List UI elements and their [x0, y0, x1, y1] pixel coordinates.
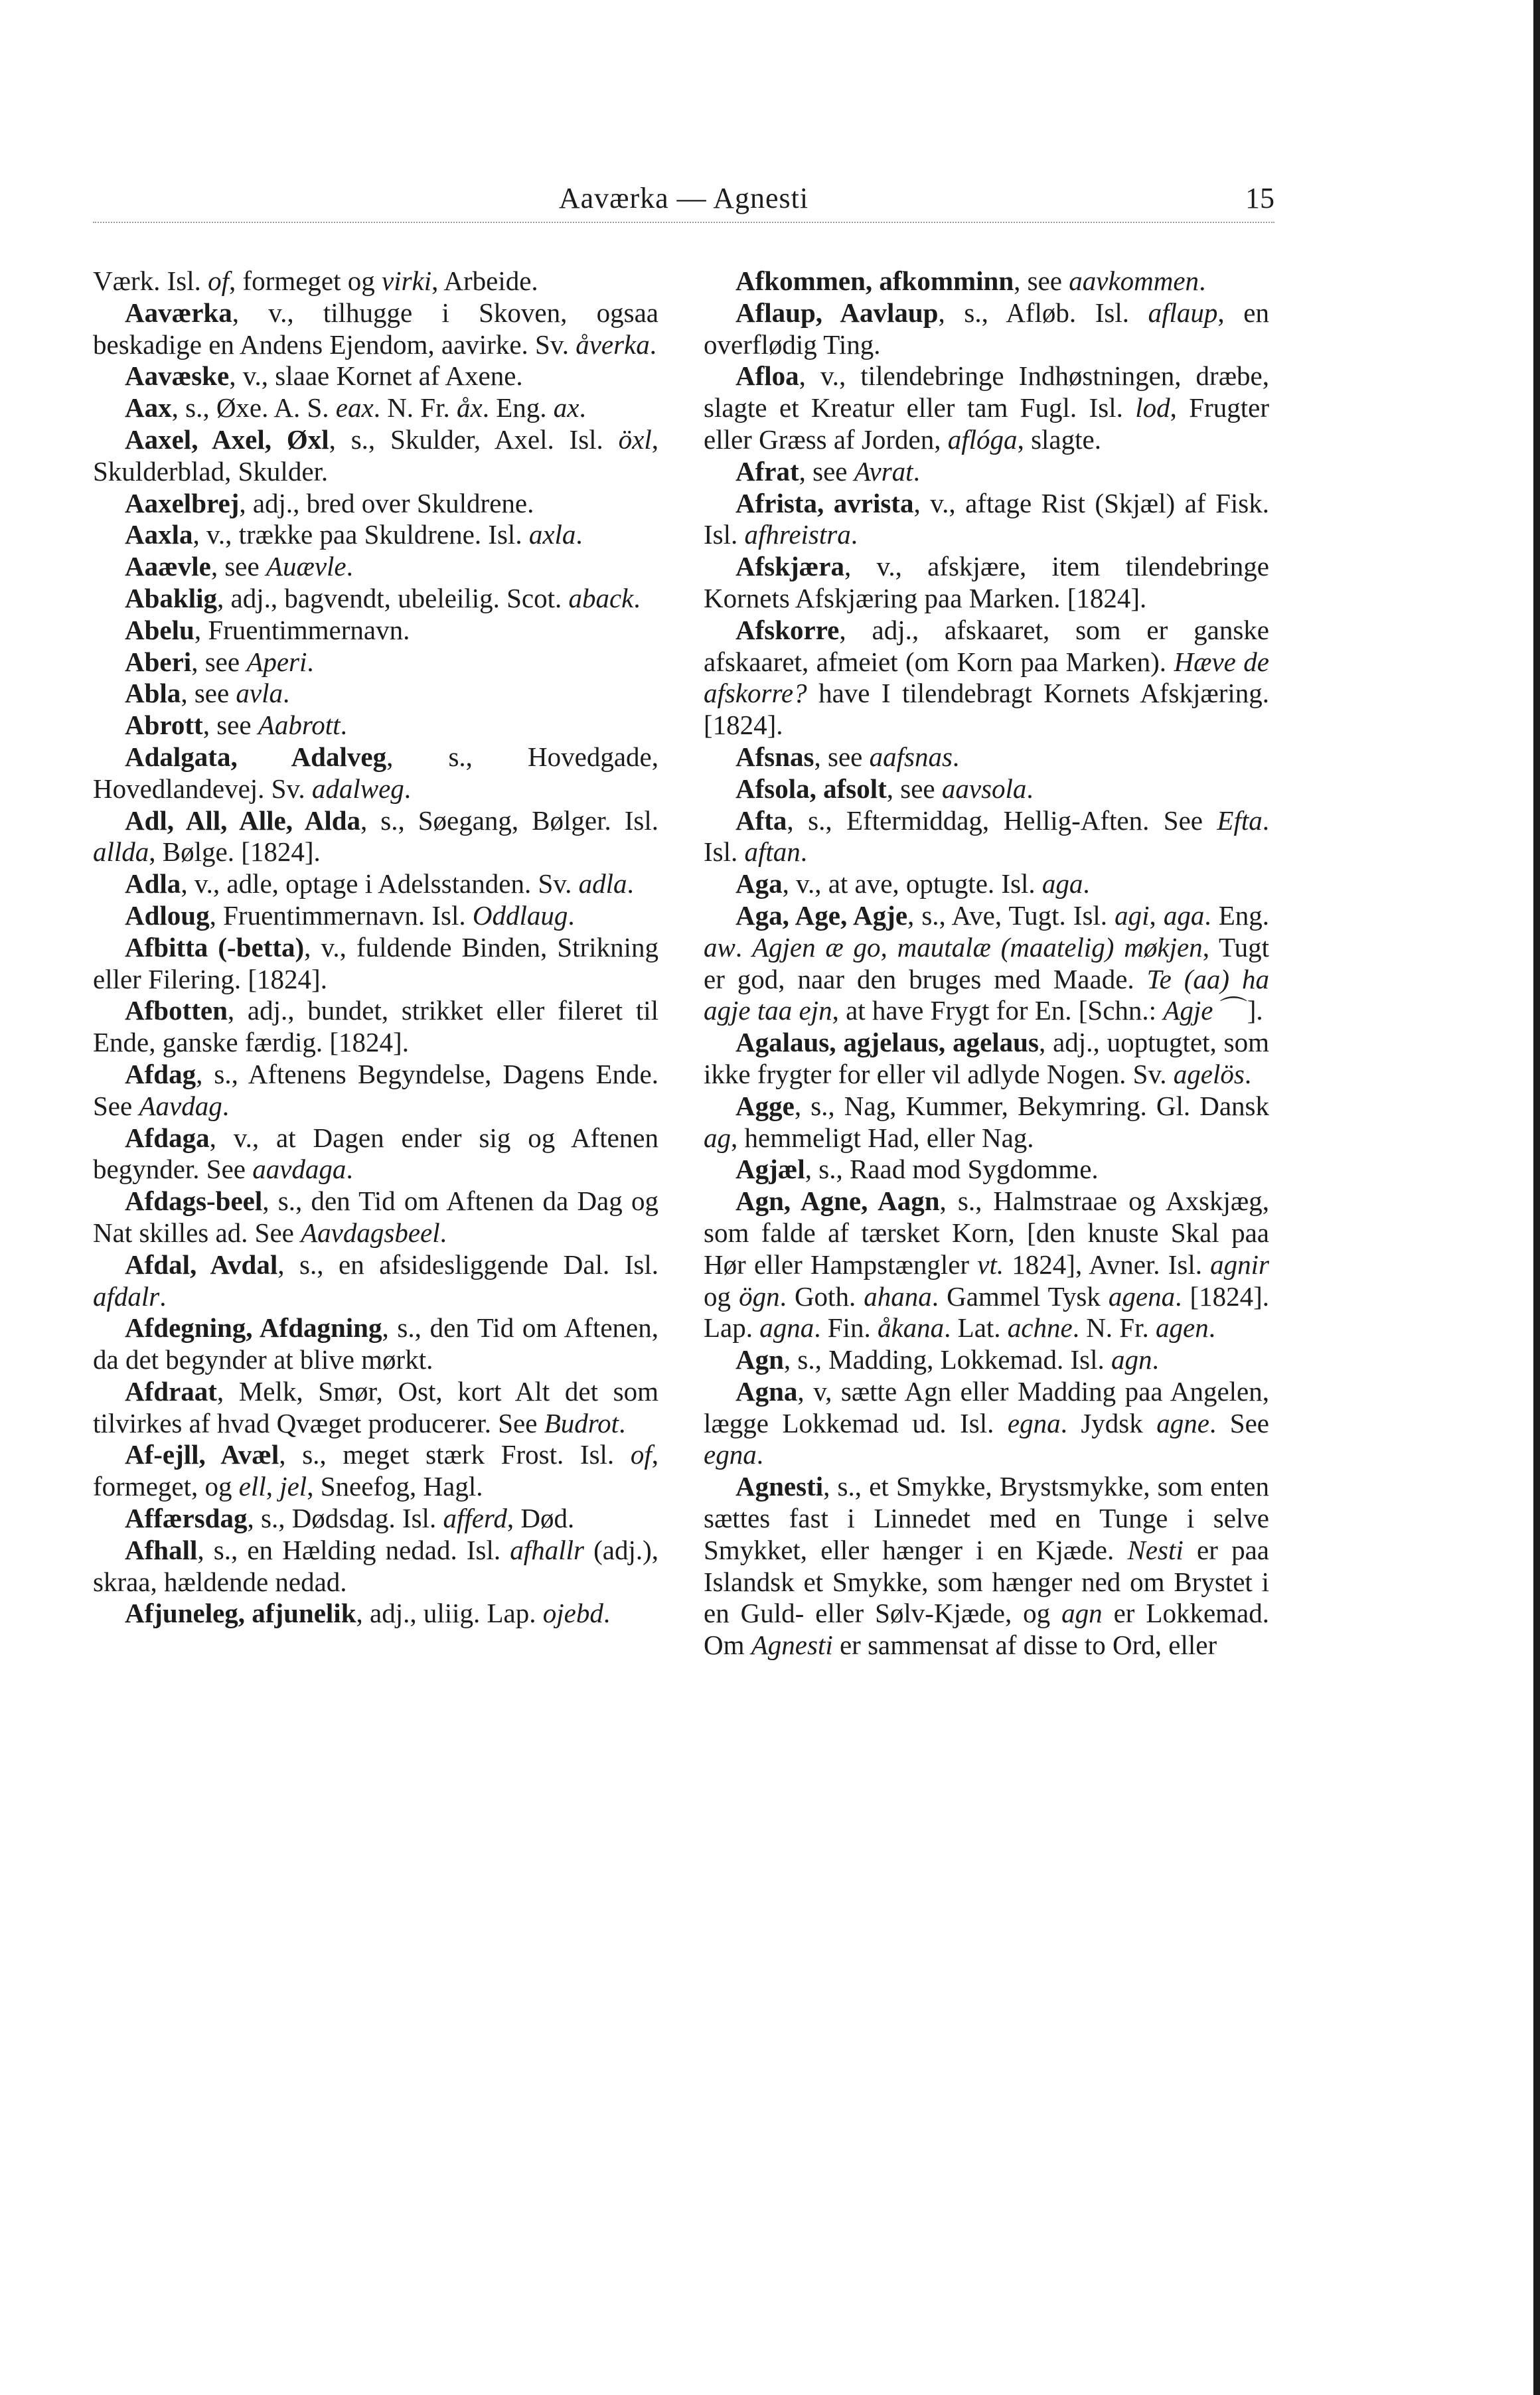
dictionary-entry: Agge, s., Nag, Kummer, Bekymring. Gl. Dansk ag, hemmeligt Had, eller Nag. — [704, 1090, 1269, 1153]
dictionary-entry: Afjuneleg, afjunelik, adj., uliig. Lap. ojebd. — [125, 1598, 611, 1629]
dictionary-entry: Afsola, afsolt, see aavsola. — [735, 773, 1034, 804]
dictionary-entry: Adalgata, Adalveg, s., Hovedgade, Hovedlandevej. Sv. adalweg. — [93, 741, 658, 804]
dictionary-entry: Afsnas, see aafsnas. — [735, 741, 960, 772]
dictionary-entry: Aaxel, Axel, Øxl, s., Skulder, Axel. Isl. öxl, Skulderblad, Skulder. — [93, 424, 659, 487]
dictionary-entry: Adla, v., adle, optage i Adelsstanden. Sv. adla. — [125, 868, 634, 899]
dictionary-entry: Aavæske, v., slaae Kornet af Axene. — [125, 360, 523, 392]
dictionary-entry: Afbotten, adj., bundet, strikket eller fileret til Ende, ganske færdig. [1824]. — [93, 995, 658, 1058]
header-title: Aaværka — Agnesti — [558, 182, 809, 214]
dictionary-entry: Agna, v, sætte Agn eller Madding paa Angelen, lægge Lokkemad ud. Isl. egna. Jydsk agne. See egna. — [704, 1375, 1269, 1470]
dictionary-entry: Afrat, see Avrat. — [735, 455, 920, 487]
dictionary-entry: Aflaup, Aavlaup, s., Afløb. Isl. aflaup, en overflødig Ting. — [704, 297, 1269, 360]
dictionary-entry: Aberi, see Aperi. — [125, 646, 314, 677]
scan-edge — [1533, 0, 1540, 2395]
dictionary-entry: Adl, All, Alle, Alda, s., Søegang, Bølger. Isl. allda, Bølge. [1824]. — [93, 805, 658, 868]
right-column — [704, 266, 1269, 1661]
dictionary-entry: Afdraat, Melk, Smør, Ost, kort Alt det som tilvirkes af hvad Qvæget producerer. See Budrot. — [93, 1375, 658, 1438]
dictionary-entry: Afdal, Avdal, s., en afsidesliggende Dal. Isl. afdalr. — [93, 1249, 658, 1312]
dictionary-entry: Afrista, avrista, v., aftage Rist (Skjæl) af Fisk. Isl. afhreistra. — [704, 487, 1269, 550]
dictionary-entry: Abelu, Fruentimmernavn. — [125, 614, 410, 645]
dictionary-entry: Agalaus, agjelaus, agelaus, adj., uoptugtet, som ikke frygter for eller vil adlyde Nogen. Sv. agelös. — [704, 1027, 1269, 1089]
dictionary-entry: Af-ejll, Avæl, s., meget stærk Frost. Isl. of, formeget, og ell, jel, Sneefog, Hagl. — [93, 1439, 658, 1502]
dictionary-entry: Abla, see avla. — [125, 678, 290, 709]
dictionary-entry: Adloug, Fruentimmernavn. Isl. Oddlaug. — [125, 899, 575, 931]
running-header — [93, 178, 1274, 219]
dictionary-entry: Afdags-beel, s., den Tid om Aftenen da Dag og Nat skilles ad. See Aavdagsbeel. — [93, 1186, 658, 1248]
dictionary-entry: Affærsdag, s., Dødsdag. Isl. afferd, Død. — [125, 1503, 575, 1534]
dictionary-entry: Aaværka, v., tilhugge i Skoven, ogsaa beskadige en Andens Ejendom, aavirke. Sv. åverka. — [93, 297, 658, 360]
dictionary-entry: Agn, Agne, Aagn, s., Halmstraae og Axskjæg, som falde af tærsket Korn, [den knuste Skal paa Hør eller Hampstængler vt. 1824], Avner. Isl. agnir og ögn. Goth. ahana. Gammel Tysk agena. [1824]. Lap. agna. Fin. åkana. Lat. achne. N. Fr. agen. — [704, 1186, 1270, 1344]
dictionary-entry: Aaævle, see Auævle. — [125, 551, 353, 582]
dictionary-entry: Afskorre, adj., afskaaret, som er ganske afskaaret, afmeiet (om Korn paa Marken). Hæve de afskorre? have I tilendebragt Kornets Afskjæring. [1824]. — [704, 614, 1269, 741]
dictionary-entry: Afskjæra, v., afskjære, item tilendebringe Kornets Afskjæring paa Marken. [1824]. — [704, 551, 1269, 613]
header-rule — [93, 222, 1274, 223]
left-column — [93, 266, 658, 1630]
dictionary-entry: Agjæl, s., Raad mod Sygdomme. — [735, 1154, 1099, 1185]
dictionary-entry: Afdag, s., Aftenens Begyndelse, Dagens Ende. See Aavdag. — [93, 1058, 658, 1121]
dictionary-entry: Afhall, s., en Hælding nedad. Isl. afhallr (adj.), skraa, hældende nedad. — [93, 1534, 658, 1597]
dictionary-entry: Værk. Isl. of, formeget og virki, Arbeide. — [93, 266, 538, 296]
dictionary-entry: Agn, s., Madding, Lokkemad. Isl. agn. — [735, 1344, 1159, 1375]
dictionary-entry: Aax, s., Øxe. A. S. eax. N. Fr. åx. Eng. ax. — [125, 392, 586, 424]
dictionary-entry: Aaxla, v., trække paa Skuldrene. Isl. axla. — [125, 519, 583, 550]
dictionary-entry: Afloa, v., tilendebringe Indhøstningen, dræbe, slagte et Kreatur eller tam Fugl. Isl. lod, Frugter eller Græss af Jorden, aflóga, slagte. — [704, 360, 1269, 455]
dictionary-entry: Aga, v., at ave, optugte. Isl. aga. — [735, 868, 1090, 899]
dictionary-entry: Aaxelbrej, adj., bred over Skuldrene. — [125, 487, 534, 518]
dictionary-entry: Afbitta (-betta), v., fuldende Binden, Strikning eller Filering. [1824]. — [93, 931, 658, 994]
dictionary-entry: Afkommen, afkomminn, see aavkommen. — [735, 266, 1206, 296]
dictionary-entry: Abrott, see Aabrott. — [125, 710, 347, 741]
dictionary-entry: Agnesti, s., et Smykke, Brystsmykke, som enten sættes fast i Linnedet med en Tunge i selve Smykket, eller hænger i en Kjæde. Nesti er paa Islandsk et Smykke, som hænger ned om Brystet i en Guld- eller Sølv-Kjæde, og agn er Lokkemad. Om Agnesti er sammensat af disse to Ord, eller — [704, 1471, 1269, 1661]
dictionary-entry: Afdegning, Afdagning, s., den Tid om Aftenen, da det begynder at blive mørkt. — [93, 1312, 658, 1375]
dictionary-entry: Afta, s., Eftermiddag, Hellig-Aften. See Efta. Isl. aftan. — [704, 805, 1269, 868]
dictionary-entry: Afdaga, v., at Dagen ender sig og Aftenen begynder. See aavdaga. — [93, 1122, 658, 1185]
dictionary-entry: Aga, Age, Agje, s., Ave, Tugt. Isl. agi, aga. Eng. aw. Agjen æ go, mautalæ (maatelig) møkjen, Tugt er god, naar den bruges med Maade. Te (aa) ha agje taa ejn, at have Frygt for En. [Schn.: Agje ⌒]. — [704, 899, 1270, 1026]
page-number: 15 — [1245, 182, 1274, 214]
dictionary-entry: Abaklig, adj., bagvendt, ubeleilig. Scot. aback. — [125, 582, 641, 613]
